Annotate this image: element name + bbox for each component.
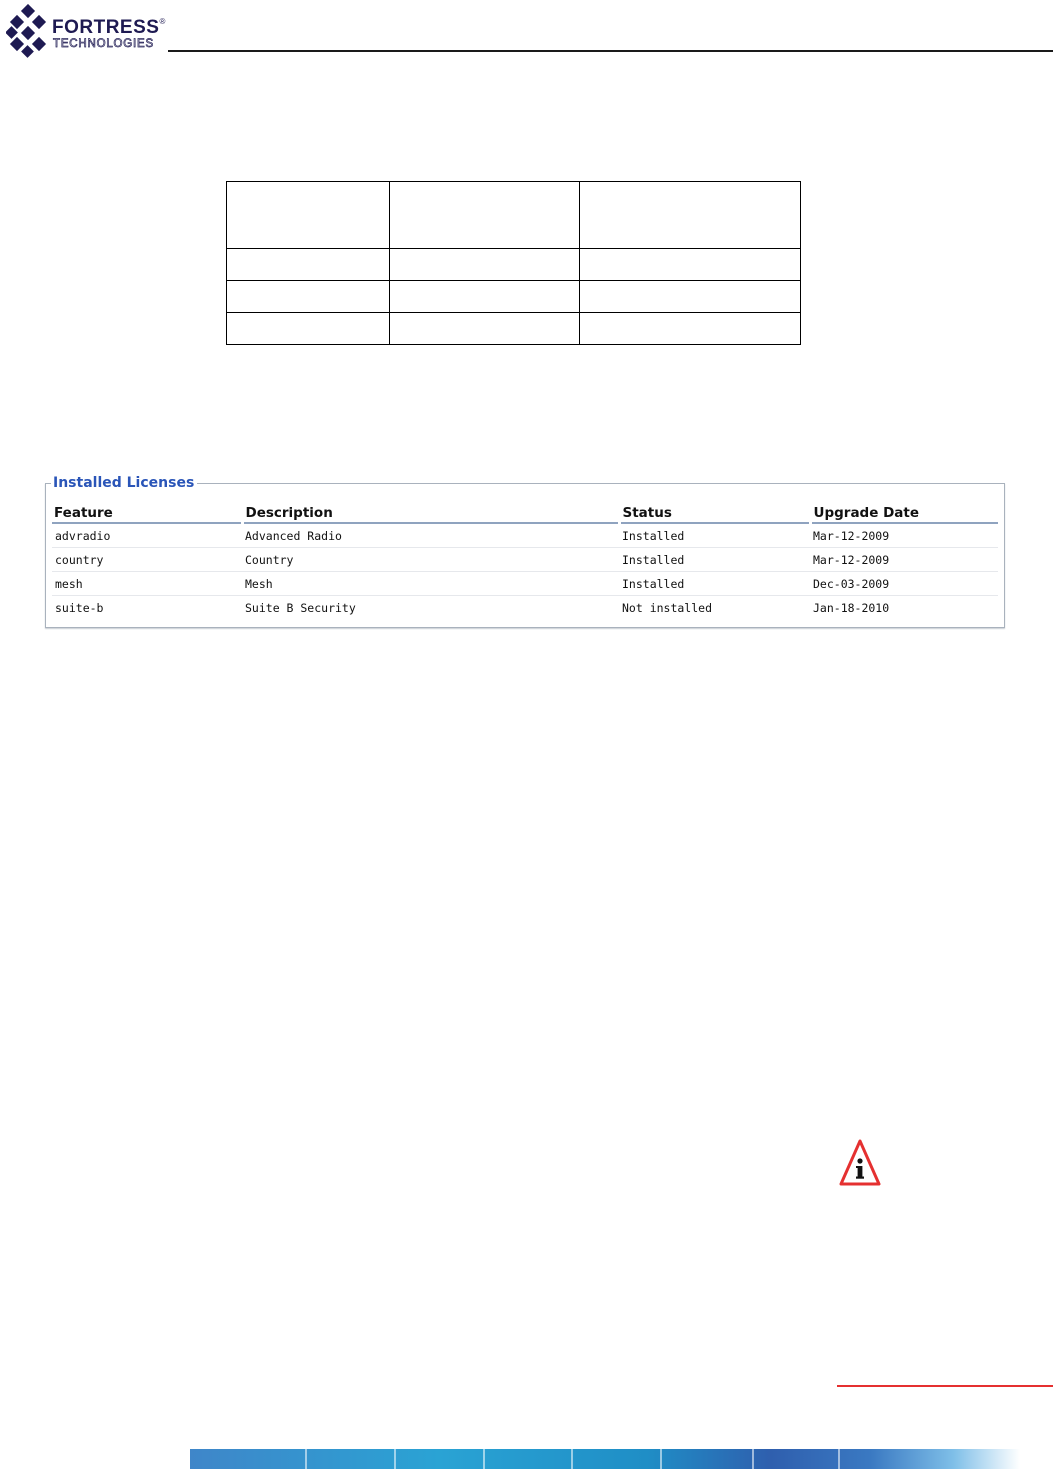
licenses-table [52,502,998,619]
table-cell [390,281,580,313]
description-cell: Advanced Radio [242,523,619,548]
feature-cell: suite-b [55,601,104,615]
table-row [227,249,801,281]
table-cell [580,281,801,313]
feature-cell: mesh [52,572,242,596]
fortress-logo [6,4,176,58]
table-cell [580,249,801,281]
status-cell: Installed [619,548,810,572]
date-cell: Jan-18-2010 [813,601,890,615]
table-row [227,281,801,313]
caution-info-icon [838,1138,882,1188]
table-row[interactable] [52,572,998,596]
footer-band-divider [571,1449,573,1469]
table-cell [580,313,801,345]
column-header-feature[interactable]: Feature [52,502,242,523]
table-cell [390,249,580,281]
table-row[interactable] [52,548,998,572]
date-cell: Dec-03-2009 [810,572,998,596]
table-row[interactable] [52,523,998,548]
footer-band-divider [838,1449,840,1469]
fortress-diamond-logo-icon [6,4,50,58]
table-header-row [227,182,801,249]
red-divider [837,1385,1053,1387]
empty-table [226,181,801,345]
feature-cell: advradio [52,523,242,548]
table-row [227,313,801,345]
installed-licenses-panel [45,475,1005,628]
table-cell [227,249,390,281]
status-cell: Installed [619,572,810,596]
footer-band-divider [394,1449,396,1469]
table-cell [390,182,580,249]
footer-band-divider [660,1449,662,1469]
description-cell: Suite B Security [245,601,356,615]
table-cell [580,182,801,249]
table-cell [227,281,390,313]
feature-cell: country [52,548,242,572]
brand-subtitle: TECHNOLOGIES [53,38,154,50]
licenses-header-row [52,502,998,523]
footer-band-divider [752,1449,754,1469]
footer-gradient-band [190,1449,1020,1469]
description-cell: Country [242,548,619,572]
footer-band-divider [483,1449,485,1469]
table-cell [227,313,390,345]
column-header-description[interactable]: Description [242,502,619,523]
table-cell [390,313,580,345]
column-header-upgrade-date[interactable]: Upgrade Date [810,502,998,523]
description-cell: Mesh [242,572,619,596]
header-rule [168,50,1053,52]
status-cell: Installed [619,523,810,548]
table-cell [227,182,390,249]
date-cell: Mar-12-2009 [810,523,998,548]
footer-band-divider [305,1449,307,1469]
panel-title: Installed Licenses [51,475,197,492]
column-header-status[interactable]: Status [619,502,810,523]
status-cell: Not installed [622,601,713,615]
table-row[interactable] [52,596,998,620]
date-cell: Mar-12-2009 [810,548,998,572]
brand-name: FORTRESS® [52,17,166,38]
